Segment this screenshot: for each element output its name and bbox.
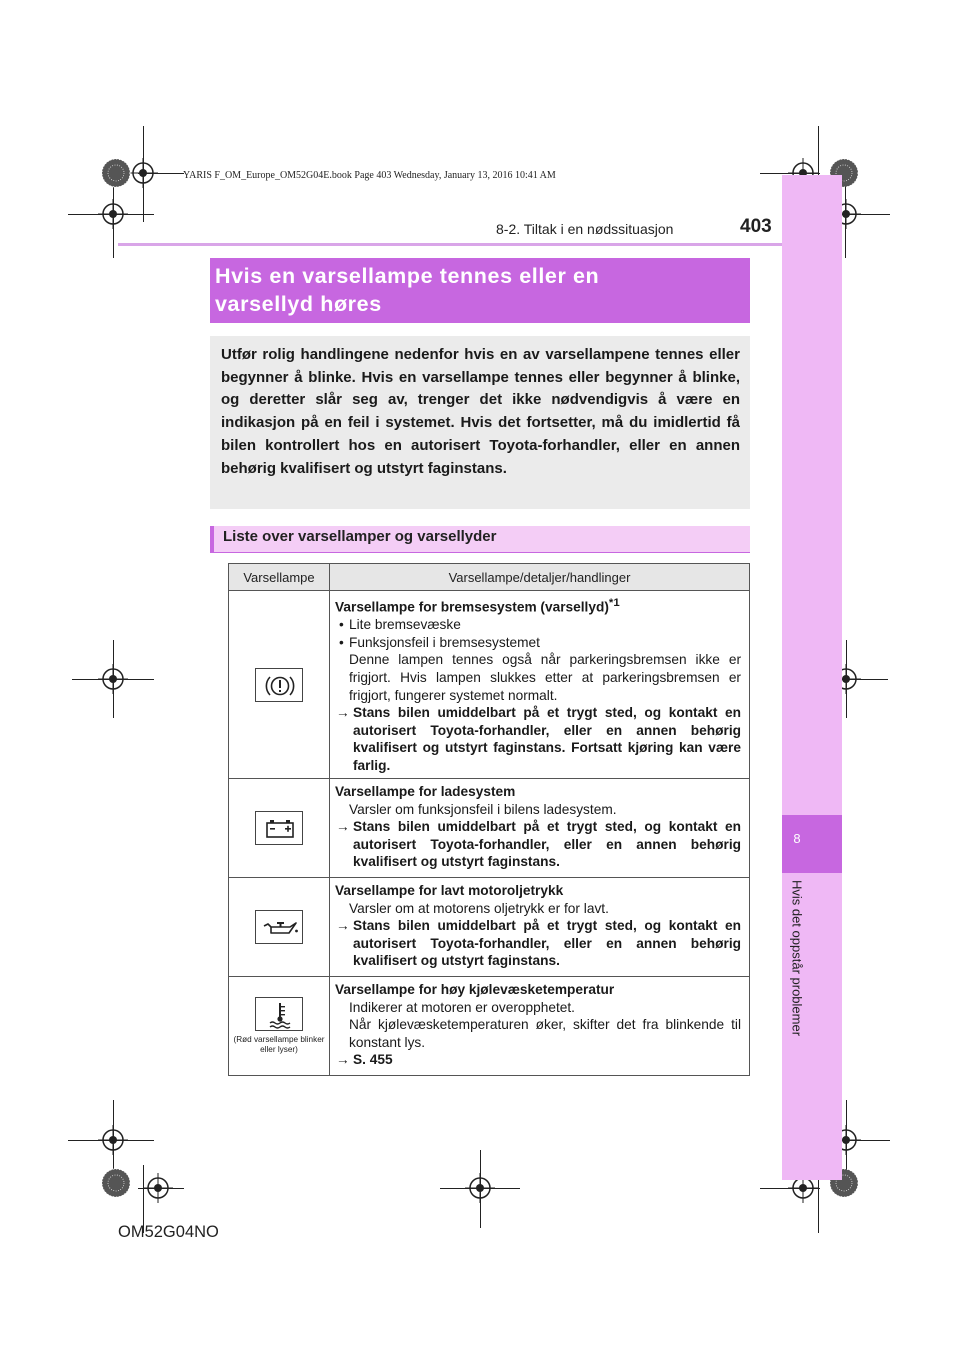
arrow-right-icon: → [336,705,350,721]
warning-description: Varsler om funksjonsfeil i bilens ladesystem. [349,801,617,817]
header-divider [118,243,782,246]
warning-description: Indikerer at motoren er overopphetet. [349,999,575,1015]
table-header-row [229,564,750,591]
registration-target-icon [128,158,158,188]
registration-target-icon [465,1173,495,1203]
page-reference-link[interactable]: → S. 455 [336,1052,393,1068]
registration-target-icon [98,664,128,694]
details-cell [330,977,750,1076]
table-row [229,977,750,1076]
icon-note: (Rød varsellampe blinker eller lyser) [233,1035,325,1054]
icon-cell [229,878,330,977]
table-row [229,878,750,977]
icon-cell [229,591,330,779]
arrow-right-icon: → [336,1052,350,1068]
warning-action: → Stans bilen umiddelbart på et trygt sted, og kontakt en autorisert Toyota-forhandler, eller en annen behørig kvalifisert og utstyrt faginstans. Fortsatt kjøring kan være farlig. [336,705,741,773]
page-title [210,258,750,323]
details-cell [330,591,750,779]
details-cell [330,779,750,878]
warning-title: Varsellampe for høy kjølevæsketemperatur [335,982,615,997]
list-item: • Funksjonsfeil i bremsesystemet [335,634,741,652]
sunburst-registration-icon [101,158,131,188]
warning-description: Varsler om at motorens oljetrykk er for lavt. [349,900,609,916]
table-row [229,591,750,779]
brake-warning-icon [255,668,303,702]
warning-description: Denne lampen tennes også når parkeringsbremsen ikke er frigjort. Hvis lampen slukkes etter at parkeringsbremsen er frigjort, fungerer systemet normalt. [349,652,741,703]
warning-light-table [228,563,750,1076]
sunburst-registration-icon [101,1168,131,1198]
warning-title: Varsellampe for ladesystem [335,784,516,799]
arrow-right-icon: → [336,918,350,934]
intro-box [210,336,750,509]
registration-target-icon [98,1125,128,1155]
section-title: 8-2. Tiltak i en nødssituasjon [496,221,674,237]
arrow-right-icon: → [336,819,350,835]
list-item: • Lite bremsevæske [335,616,741,634]
list-heading: Liste over varsellamper og varsellyder [210,526,750,553]
warning-title: Varsellampe for bremsesystem (varsellyd)$^{*1}$ [335,597,620,615]
warning-action: → Stans bilen umiddelbart på et trygt sted, og kontakt en autorisert Toyota-forhandler, eller en annen behørig kvalifisert og utstyrt faginstans. [336,819,741,870]
page-title-line: varsellyd høres [215,292,382,316]
oil-pressure-icon [255,910,303,944]
registration-target-icon [98,199,128,229]
warning-action: → Stans bilen umiddelbart på et trygt sted, og kontakt en autorisert Toyota-forhandler, eller en annen behørig kvalifisert og utstyrt faginstans. [336,918,741,969]
warning-title: Varsellampe for lavt motoroljetrykk [335,883,564,898]
table-header-cell: Varsellampe/detaljer/handlinger [330,564,750,591]
coolant-temperature-icon [255,997,303,1031]
footnote-marker: *1 [608,597,620,609]
details-cell [330,878,750,977]
document-code: OM52G04NO [118,1223,219,1241]
page-title-line: Hvis en varsellampe tennes eller en [215,264,600,288]
icon-cell [229,977,330,1076]
table-row [229,779,750,878]
icon-cell [229,779,330,878]
page-number: 403 [740,216,772,237]
intro-text: Utfør rolig handlingene nedenfor hvis en av varsellampene tennes eller begynner å blinke. Hvis en varsellampe tennes eller begynner å blinke, og deretter slår seg av, trenger det ikke nødvendigvis å være en indikasjon på en feil i systemet. Hvis det fortsetter, må du imidlertid få bilen kontrollert hos en autorisert Toyota-forhandler, eller en annen behørig kvalifisert og utstyrt faginstans. [221,346,740,477]
table-header-cell: Varsellampe [229,564,330,591]
registration-target-icon [143,1173,173,1203]
side-tab-number: 8 [793,831,801,846]
warning-description: Når kjølevæsketemperaturen øker, skifter det fra blinkende til konstant lys. [349,1017,741,1050]
battery-charge-icon [255,811,303,845]
book-file-info: YARIS F_OM_Europe_OM52G04E.book Page 403 Wednesday, January 13, 2016 10:41 AM [183,170,556,181]
